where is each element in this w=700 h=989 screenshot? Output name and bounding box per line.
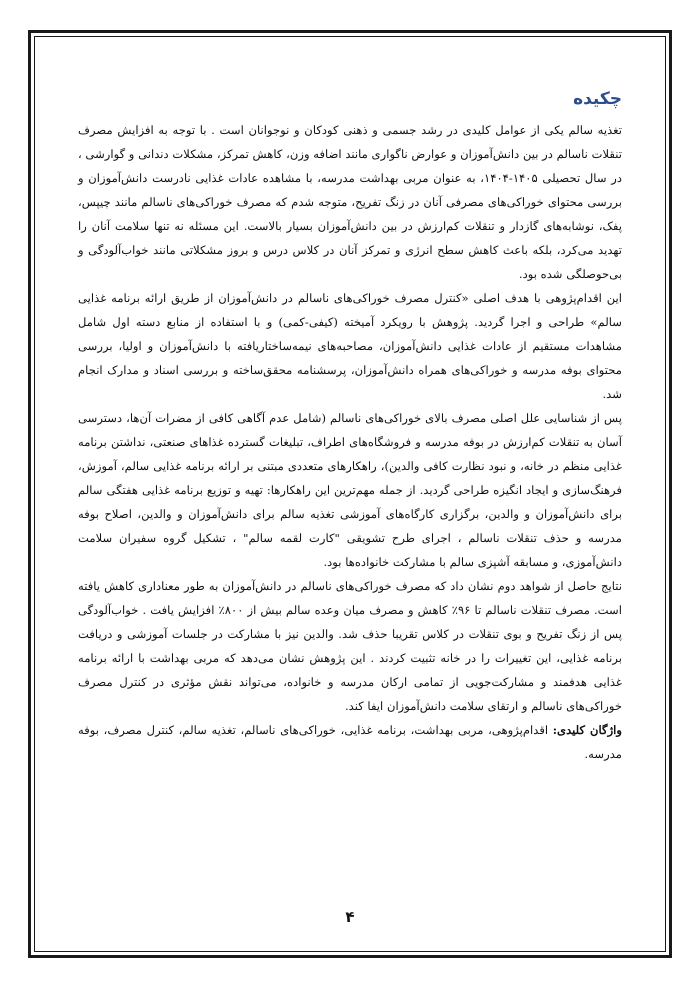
page-number: ۴	[345, 908, 355, 926]
abstract-content	[78, 86, 622, 766]
abstract-paragraph-4: نتایج حاصل از شواهد دوم نشان داد که مصرف خوراکی‌های ناسالم در دانش‌آموزان به طور معناداری کاهش یافته است. مصرف تنقلات ناسالم تا ۹۶٪ کاهش و مصرف میان وعده سالم بیش از ۸۰۰٪ افزایش یافت . خواب‌آلودگی پس از زنگ تفریح و بوی تنقلات در کلاس تقریبا حذف شد. والدین نیز با مشارکت در جلسات آموزشی و دریافت برنامه غذایی، این تغییرات را در خانه تثبیت کردند . این پژوهش نشان می‌دهد که مربی بهداشت با ارائه برنامه غذایی هدفمند و مشارکت‌جویی از تمامی ارکان مدرسه و خانواده، می‌تواند نقش مؤثری در کنترل مصرف خوراکی‌های ناسالم و ارتقای سلامت دانش‌آموزان ایفا کند.	[78, 579, 622, 713]
keywords-text: اقدام‌پژوهی، مربی بهداشت، برنامه غذایی، خوراکی‌های ناسالم، تغذیه سالم، کنترل مصرف، بوفه مدرسه.	[78, 723, 622, 761]
abstract-paragraph-3: پس از شناسایی علل اصلی مصرف بالای خوراکی‌های ناسالم (شامل عدم آگاهی کافی از مضرات آن‌ها، دسترسی آسان به تنقلات کم‌ارزش در بوفه مدرسه و فروشگاه‌های اطراف، تبلیغات گسترده غذاهای صنعتی، نداشتن برنامه غذایی منظم در خانه، و نبود نظارت کافی والدین)، راهکارهای متعددی مبتنی بر ارائه برنامه غذایی سالم، آموزش، فرهنگ‌سازی و ایجاد انگیزه طراحی گردید. از جمله مهم‌ترین این راهکارها: تهیه و توزیع برنامه غذایی هفتگی سالم برای دانش‌آموزان و والدین، برگزاری کارگاه‌های آموزشی تغذیه سالم برای دانش‌آموزان و والدین، اصلاح بوفه مدرسه و حذف تنقلات ناسالم ، اجرای طرح تشویقی "کارت لقمه سالم" ، تشکیل گروه سفیران سلامت دانش‌آموزی، و مسابقه آشپزی سالم با مشارکت خانواده‌ها بود.	[78, 411, 622, 569]
keywords-line	[78, 718, 622, 766]
abstract-paragraph-2: این اقدام‌پژوهی با هدف اصلی «کنترل مصرف خوراکی‌های ناسالم در دانش‌آموزان از طریق ارائه برنامه غذایی سالم» طراحی و اجرا گردید. پژوهش با رویکرد آمیخته (کیفی-کمی) و با استفاده از منابع دسته اول شامل مشاهدات مستقیم از عادات غذایی دانش‌آموزان، مصاحبه‌های نیمه‌ساختاریافته با دانش‌آموزان و اولیا، بررسی محتوای بوفه مدرسه و خوراکی‌های همراه دانش‌آموزان، پرسشنامه محقق‌ساخته و بررسی اسناد و مدارک انجام شد.	[78, 291, 622, 401]
keywords-label: واژگان کلیدی:	[552, 723, 622, 737]
abstract-title: چکیده	[573, 89, 622, 109]
abstract-paragraph-1: تغذیه سالم یکی از عوامل کلیدی در رشد جسمی و ذهنی کودکان و نوجوانان است . با توجه به افزایش مصرف تنقلات ناسالم در بین دانش‌آموزان و عوارض ناگواری مانند اضافه وزن، کاهش تمرکز، مشکلات دندانی و گوارشی ، در سال تحصیلی ۱۴۰۵-۱۴۰۴، به عنوان مربی بهداشت مدرسه، با مشاهده عادات غذایی نادرست دانش‌آموزان و بررسی محتوای خوراکی‌های مصرفی آنان در زنگ تفریح، متوجه شدم که مصرف خوراکی‌های ناسالم مانند چیپس، پفک، نوشابه‌های گازدار و تنقلات کم‌ارزش در بین دانش‌آموزان بسیار بالاست. این مسئله نه تنها سلامت آنان را تهدید می‌کرد، بلکه باعث کاهش سطح انرژی و تمرکز آنان در کلاس درس و بروز مشکلاتی مانند خواب‌آلودگی و بی‌حوصلگی شده بود.	[77, 123, 622, 281]
